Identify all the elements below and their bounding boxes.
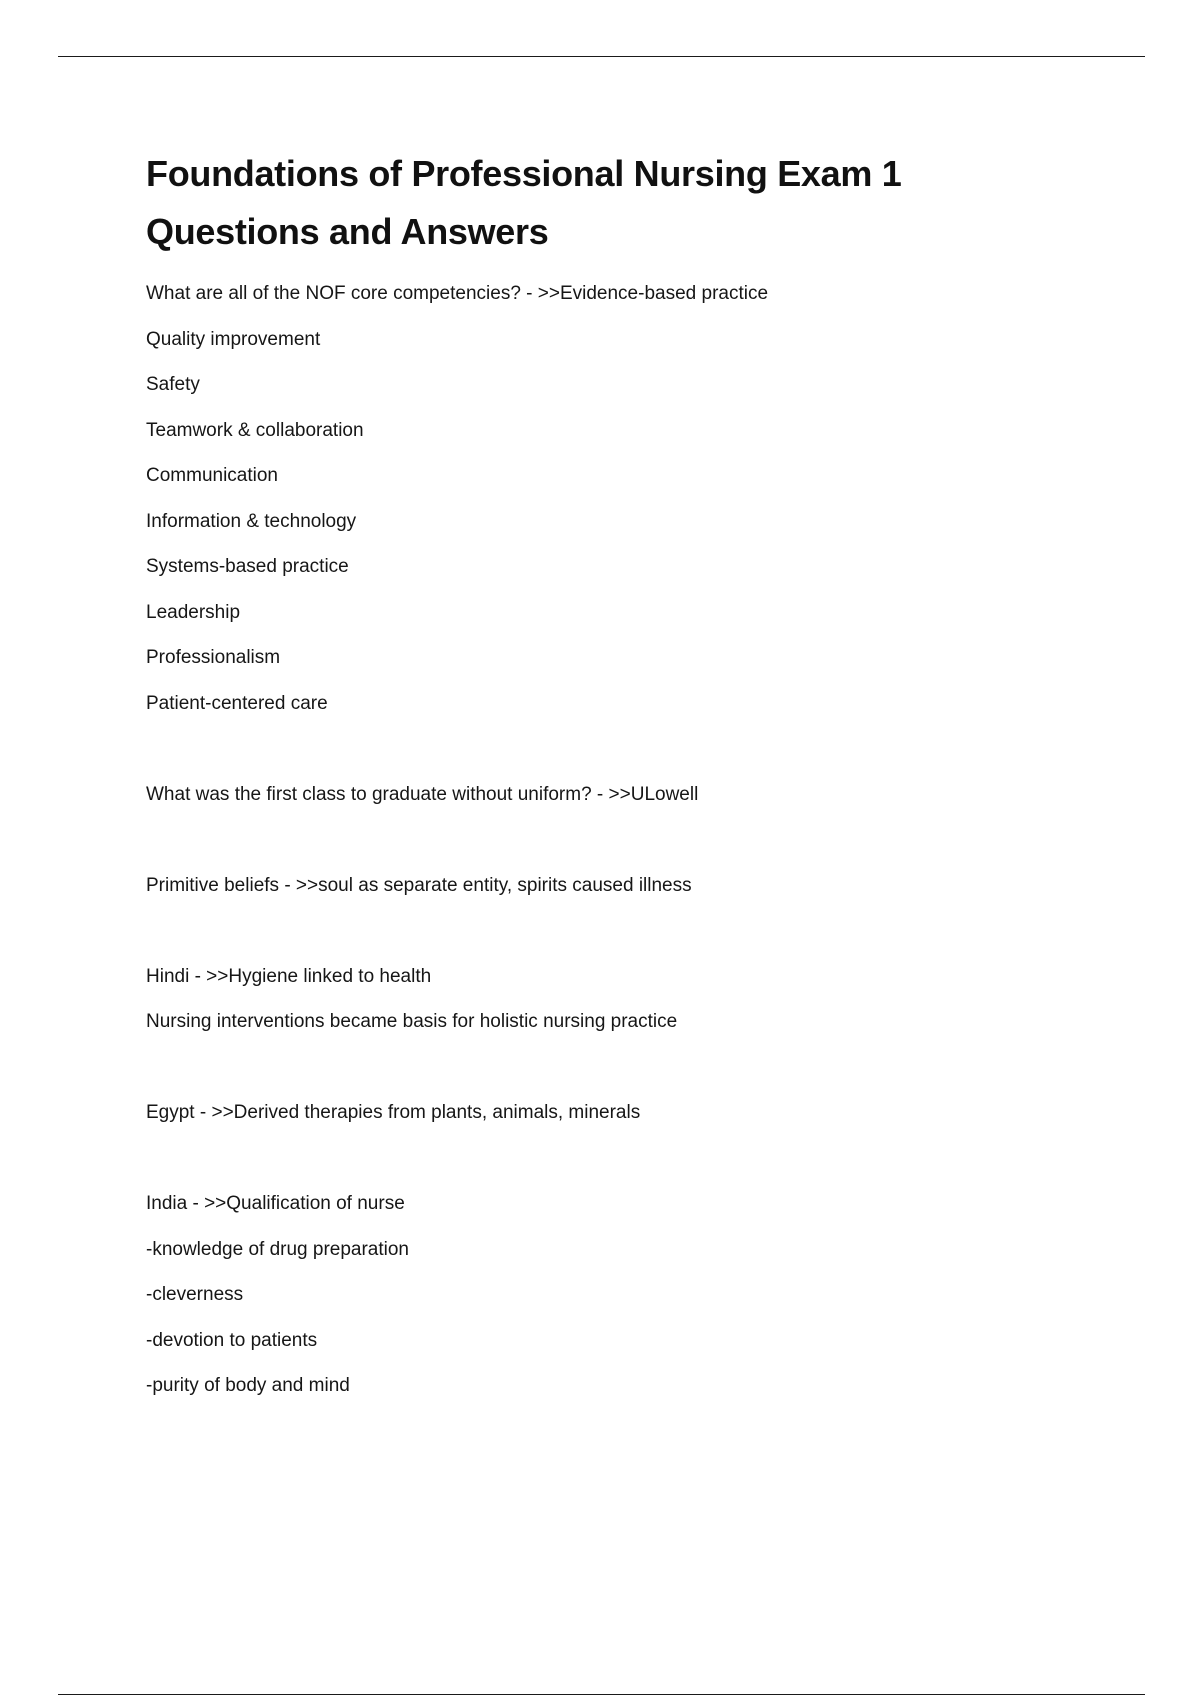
footer-rule (58, 1694, 1145, 1695)
answer-line: Professionalism (146, 647, 281, 668)
answer-line: Leadership (146, 601, 241, 623)
answer-line: -cleverness (146, 1284, 244, 1305)
blank-line (146, 908, 1146, 954)
title-line-1: Foundations of Professional Nursing Exam 1 (146, 153, 902, 194)
answer-line: Quality improvement (146, 328, 321, 350)
answer-line: -purity of body and mind (146, 1375, 350, 1396)
blank-line (146, 1136, 1146, 1182)
answer-line: -knowledge of drug preparation (146, 1238, 410, 1260)
title-line-2: Questions and Answers (146, 211, 549, 252)
blank-line (146, 1045, 1146, 1091)
answer-line: Nursing interventions became basis for holistic nursing practice (146, 1011, 678, 1032)
answer-line: Communication (146, 465, 278, 486)
answer-line: Safety (146, 374, 200, 395)
answer-line: Systems-based practice (146, 556, 349, 577)
document-body (146, 145, 1146, 1409)
question-line: What was the first class to graduate without uniform? - >>ULowell (146, 783, 699, 805)
answer-line: Patient-centered care (146, 692, 328, 714)
question-line: Egypt - >>Derived therapies from plants, animals, minerals (146, 1102, 641, 1123)
document-title (146, 145, 1146, 261)
question-line: India - >>Qualification of nurse (146, 1193, 405, 1214)
blank-line (146, 817, 1146, 863)
answer-line: Information & technology (146, 510, 357, 532)
blank-line (146, 726, 1146, 772)
answer-line: -devotion to patients (146, 1329, 318, 1351)
answer-line: Teamwork & collaboration (146, 419, 364, 441)
qa-list (146, 271, 1146, 1409)
question-line: Primitive beliefs - >>soul as separate entity, spirits caused illness (146, 874, 692, 896)
question-line: What are all of the NOF core competencies? - >>Evidence-based practice (146, 283, 769, 304)
header-rule (58, 56, 1145, 57)
question-line: Hindi - >>Hygiene linked to health (146, 965, 432, 987)
